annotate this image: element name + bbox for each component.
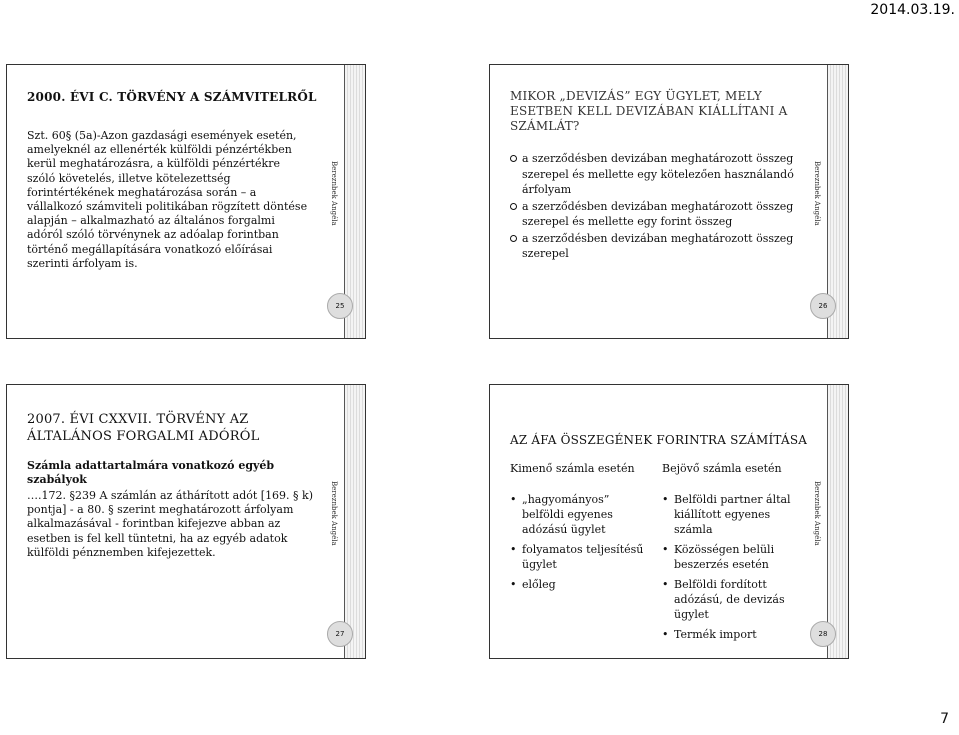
slide-number-badge: 28	[810, 621, 836, 647]
list-item: • folyamatos teljesítésű ügylet	[510, 542, 650, 572]
slide-side-strip	[827, 385, 848, 658]
list-item: • Belföldi fordított adózású, de devizás ügylet	[662, 577, 802, 622]
slide-title: AZ ÁFA ÖSSZEGÉNEK FORINTRA SZÁMÍTÁSA	[510, 433, 808, 447]
column-list	[510, 492, 650, 592]
slide-number-badge: 27	[327, 621, 353, 647]
slide-title: 2000. ÉVI C. TÖRVÉNY A SZÁMVITELRŐL	[27, 90, 317, 104]
column-list	[662, 492, 802, 642]
header-date: 2014.03.19.	[870, 2, 955, 18]
column-header: Kimenő számla esetén	[510, 462, 635, 475]
slide-body: ….172. §239 A számlán az áthárított adót [169. § k) pontja] - a 80. § szerint meghatározott árfolyam alkalmazásával - forintban kifejezve abban az esetben is fel kell tüntetni, ha az egyéb adatok külföldi pénznemben kifejezettek.	[27, 489, 314, 559]
list-item: • Belföldi partner által kiállított egyenes számla	[662, 492, 802, 537]
column-outgoing	[510, 461, 650, 597]
column-header: Bejövő számla esetén	[662, 462, 782, 475]
list-item: a szerződésben devizában meghatározott összeg szerepel	[510, 231, 810, 262]
slide-author: Bereznbek Angéla	[330, 161, 338, 226]
slide-author: Bereznbek Angéla	[330, 481, 338, 546]
list-item: • Közösségen belüli beszerzés esetén	[662, 542, 802, 572]
list-item: a szerződésben devizában meghatározott összeg szerepel és mellette egy forint összeg	[510, 199, 810, 230]
slide-title: 2007. ÉVI CXXVII. TÖRVÉNY AZ ÁLTALÁNOS FORGALMI ADÓRÓL	[27, 412, 260, 444]
slide-number-badge: 26	[810, 293, 836, 319]
slide-list	[510, 151, 810, 263]
slide-title: MIKOR „DEVIZÁS” EGY ÜGYLET, MELY ESETBEN KELL DEVIZÁBAN KIÁLLÍTANI A SZÁMLÁT?	[510, 89, 788, 133]
slide-number-badge: 25	[327, 293, 353, 319]
slide-author: Bereznbek Angéla	[813, 161, 821, 226]
list-item: • Termék import	[662, 627, 802, 642]
slide-body: Szt. 60§ (5a)-Azon gazdasági események esetén, amelyeknél az ellenérték külföldi pénzértékben kerül meghatározásra, a külföldi pénzértékre szóló követelés, illetve kötelezettség forintértékének meghatározása során – a vállalkozó számviteli politikában rögzített döntése alapján – alkalmazható az általános forgalmi adóról szóló törvénynek az adóalap forintban történő megállapítására vonatkozó előírásai szerinti árfolyam is.	[27, 129, 308, 270]
slide-28	[489, 384, 849, 659]
list-item: a szerződésben devizában meghatározott összeg szerepel és mellette egy kötelezően használandó árfolyam	[510, 151, 810, 198]
slide-author: Bereznbek Angéla	[813, 481, 821, 546]
slide-side-strip	[344, 385, 365, 658]
slide-bold-heading: Számla adattartalmára vonatkozó egyéb szabályok	[27, 459, 275, 487]
slide-27	[6, 384, 366, 659]
slide-25	[6, 64, 366, 339]
list-item: • „hagyományos” belföldi egyenes adózású ügylet	[510, 492, 650, 537]
list-item: • előleg	[510, 577, 650, 592]
page-number: 7	[940, 711, 949, 727]
column-incoming	[662, 461, 802, 647]
slide-26	[489, 64, 849, 339]
